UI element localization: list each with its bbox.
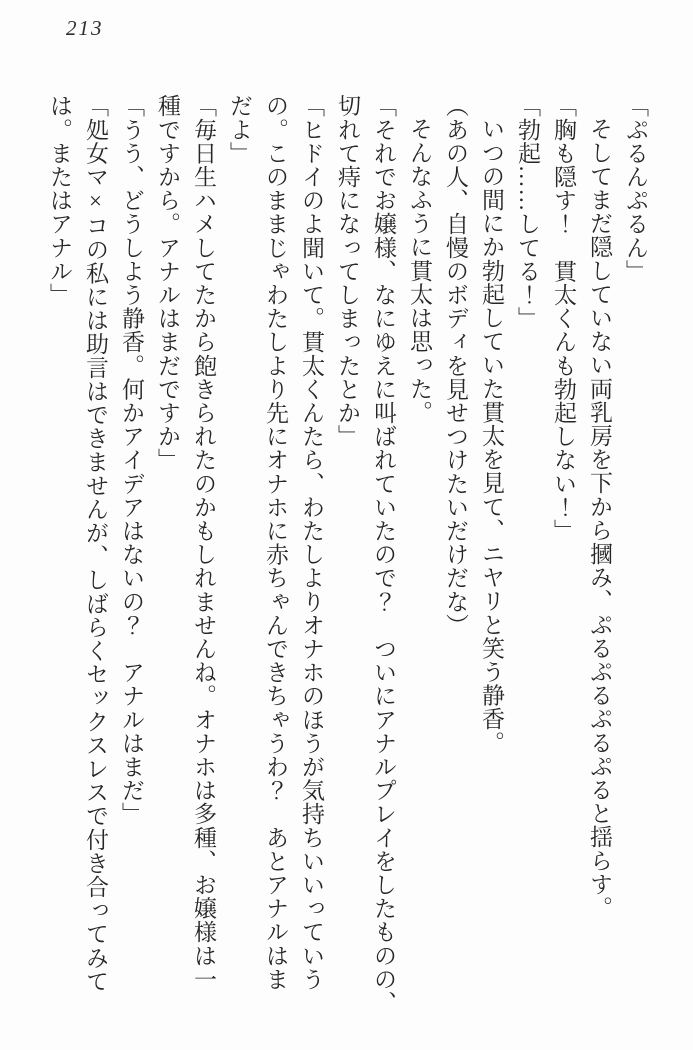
text-line: （あの人、自慢のボディを見せつけたいだけだな） [443, 94, 468, 637]
text-line: 「ヒドイのよ聞いて。貫太くんたら、わたしよりオナホのほうが気持ちいいっていう [299, 94, 324, 991]
text-line: 「うう、どうしよう静香。何かアイデアはないの？ アナルはまだ」 [119, 94, 144, 826]
text-line: 「ぷるんぷるん」 [623, 94, 648, 283]
text-line: 「それでお嬢様、なにゆえに叫ばれていたので？ ついにアナルプレイをしたものの、 [371, 94, 396, 1015]
text-line: だよ」 [227, 94, 252, 165]
text-line: の。このままじゃわたしより先にオナホに赤ちゃんできちゃうわ？ あとアナルはま [263, 94, 288, 991]
text-line: は。またはアナル」 [47, 94, 72, 307]
text-line: 「処女マ×コの私には助言はできませんが、しばらくセックスレスで付き合ってみて [83, 94, 108, 993]
text-line: いつの間にか勃起していた貫太を見て、ニヤリと笑う静香。 [479, 117, 504, 755]
vertical-text-body [41, 94, 653, 1014]
text-line: そんなふうに貫太は思った。 [407, 117, 432, 424]
page-number: 213 [66, 16, 104, 40]
text-line: 「毎日生ハメしてたから飽きられたのかもしれませんね。オナホは多種、お嬢様は一 [191, 94, 216, 991]
text-line: 「勃起……してる！」 [515, 94, 540, 330]
text-line: 種ですから。アナルはまだですか」 [155, 94, 180, 472]
text-line: 「胸も隠す！ 貫太くんも勃起しない！」 [551, 94, 576, 543]
text-line: 切れて痔になってしまったとか」 [335, 94, 360, 448]
text-line: そしてまだ隠していない両乳房を下から摑み、ぷるぷるぷるぷると揺らす。 [587, 117, 612, 920]
